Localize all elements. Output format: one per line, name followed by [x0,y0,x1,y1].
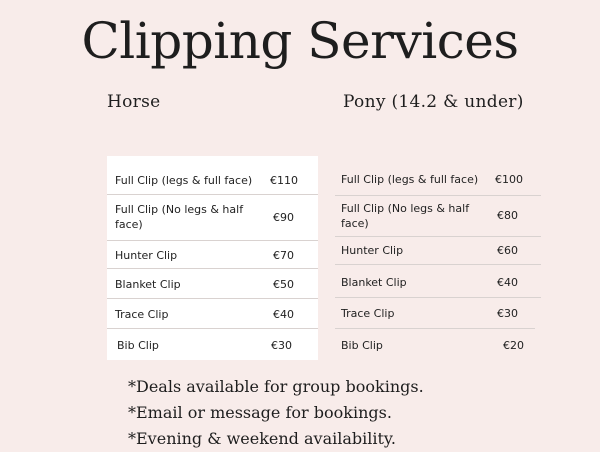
clip-name: Trace Clip [341,307,395,320]
clip-name: Full Clip (No legs & half face) [341,202,470,230]
clip-price: €100 [495,173,523,186]
booking-notes [128,374,424,452]
note-group-deals: *Deals available for group bookings. [128,377,424,396]
clip-price: €60 [497,244,518,257]
table-row [335,196,541,237]
table-row [107,329,318,360]
table-row [107,241,318,269]
page-title: Clipping Services [81,12,519,70]
pony-price-table [335,162,541,359]
horse-column-heading: Horse [107,92,161,112]
table-row [335,265,541,298]
clip-name: Full Clip (legs & full face) [115,174,253,187]
table-row [335,329,541,359]
table-row [107,269,318,299]
clip-name: Bib Clip [117,339,159,352]
clip-price: €110 [270,174,298,187]
table-row [107,299,318,329]
clip-name: Bib Clip [341,339,383,352]
table-row [335,298,535,329]
table-row [335,162,541,196]
horse-price-table [107,156,318,360]
clip-price: €20 [503,339,524,352]
clip-price: €90 [273,211,294,224]
clip-price: €80 [497,209,518,222]
clip-name: Blanket Clip [115,278,181,291]
table-row [107,195,318,241]
clip-name: Trace Clip [115,308,169,321]
note-bookings-contact: *Email or message for bookings. [128,403,392,422]
note-availability: *Evening & weekend availability. [128,429,396,448]
clip-price: €40 [497,276,518,289]
clip-price: €70 [273,249,294,262]
clip-price: €30 [497,307,518,320]
clip-name: Full Clip (legs & full face) [341,173,479,186]
clip-name: Hunter Clip [341,244,404,257]
clip-price: €50 [273,278,294,291]
pony-column-heading: Pony (14.2 & under) [343,92,524,112]
clip-name: Hunter Clip [115,249,178,262]
clip-name: Blanket Clip [341,276,407,289]
table-row [335,237,541,265]
clip-name: Full Clip (No legs & half face) [115,203,244,231]
clip-price: €30 [271,339,292,352]
clip-price: €40 [273,308,294,321]
table-row [107,156,318,195]
